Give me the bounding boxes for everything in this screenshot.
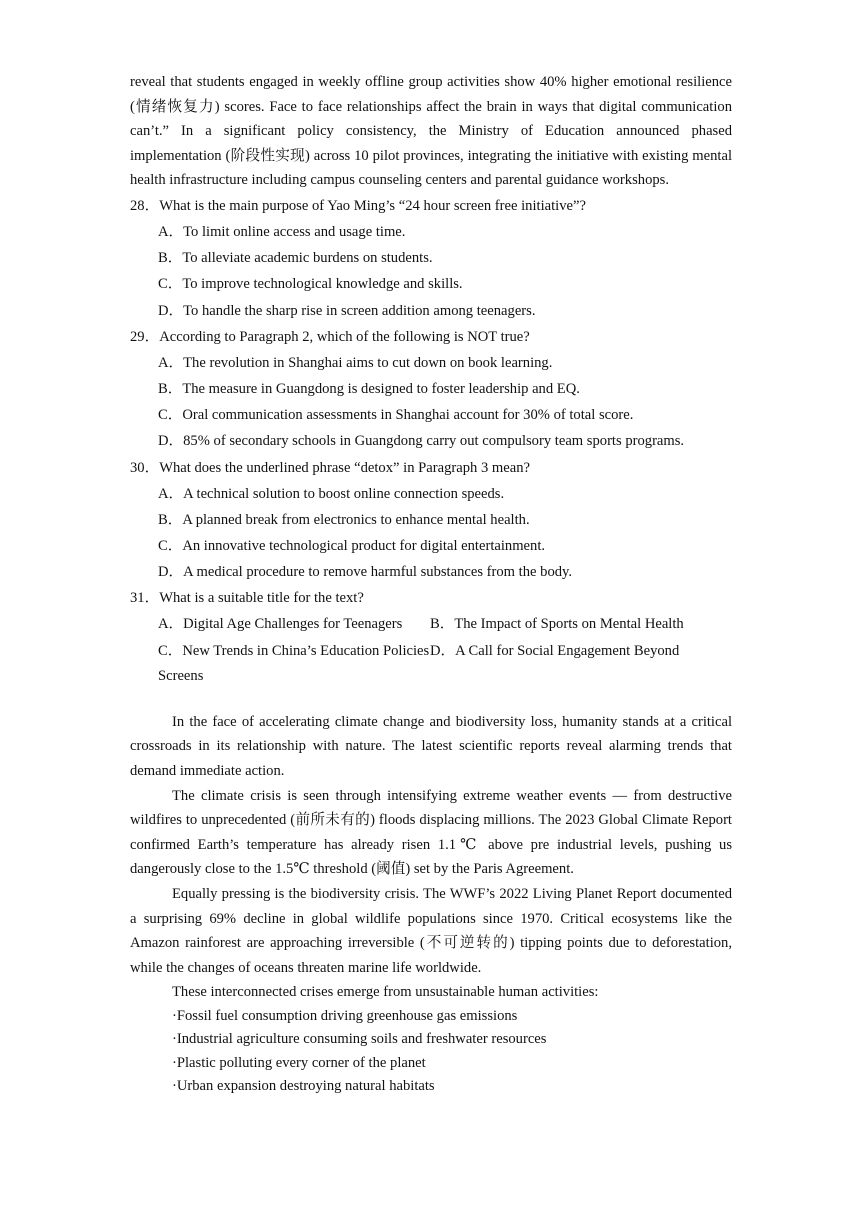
option-row-ab xyxy=(130,611,732,637)
option-c: C．New Trends in China’s Education Policies xyxy=(158,642,430,659)
bullet-item: ·Fossil fuel consumption driving greenhouse gas emissions xyxy=(172,1007,518,1024)
option-b: B．A planned break from electronics to enhance mental health. xyxy=(158,511,530,528)
option-a: A．A technical solution to boost online connection speeds. xyxy=(158,485,505,502)
passage2-paragraph: These interconnected crises emerge from unsustainable human activities: xyxy=(172,984,599,1001)
question-31 xyxy=(130,585,732,687)
option-d: D．A medical procedure to remove harmful substances from the body. xyxy=(158,564,573,581)
option-b: B．To alleviate academic burdens on students. xyxy=(158,250,433,267)
option-b: B．The measure in Guangdong is designed to foster leadership and EQ. xyxy=(158,380,580,397)
question-stem: 28．What is the main purpose of Yao Ming’s “24 hour screen free initiative”? xyxy=(130,197,586,214)
bullet-item: ·Industrial agriculture consuming soils and freshwater resources xyxy=(172,1031,547,1048)
question-29 xyxy=(130,324,732,455)
option-d: D．To handle the sharp rise in screen addition among teenagers. xyxy=(158,302,536,319)
passage2-paragraph: The climate crisis is seen through intensifying extreme weather events — from destructive wildfires to unprecedented (前所未有的) floods displacing millions. The 2023 Global Climate Report confirmed Earth’s temperature has already risen 1.1℃ above pre industrial levels, pushing us dangerously close to the 1.5℃ threshold (阈值) set by the Paris Agreement. xyxy=(130,787,732,878)
question-28 xyxy=(130,193,732,324)
option-d: D．A Call for Social Engagement Beyond xyxy=(430,642,680,659)
passage2 xyxy=(130,710,732,1099)
option-d-continuation: Screens xyxy=(158,667,204,684)
option-a: A．To limit online access and usage time. xyxy=(158,223,406,240)
bullet-item: ·Plastic polluting every corner of the planet xyxy=(172,1054,426,1071)
passage1-continuation: reveal that students engaged in weekly offline group activities show 40% higher emotional resilience (情绪恢复力) scores. Face to face relationships affect the brain in ways that digital communication can’t.” In a significant policy consistency, the Ministry of Education announced phased implementation (阶段性实现) across 10 pilot provinces, integrating the initiative with existing mental health infrastructure including campus counseling centers and parental guidance workshops. xyxy=(130,74,732,189)
question-stem: 30．What does the underlined phrase “detox” in Paragraph 3 mean? xyxy=(130,459,530,476)
question-stem: 31．What is a suitable title for the text? xyxy=(130,590,364,607)
option-a: A．The revolution in Shanghai aims to cut down on book learning. xyxy=(158,354,553,371)
option-b: B．The Impact of Sports on Mental Health xyxy=(430,616,684,633)
passage2-paragraph: In the face of accelerating climate change and biodiversity loss, humanity stands at a critical crossroads in its relationship with nature. The latest scientific reports reveal alarming trends that demand immediate action. xyxy=(130,713,732,779)
option-d: D．85% of secondary schools in Guangdong carry out compulsory team sports programs. xyxy=(158,433,685,450)
option-c: C．Oral communication assessments in Shanghai account for 30% of total score. xyxy=(158,407,634,424)
question-30 xyxy=(130,455,732,586)
option-c: C．An innovative technological product for digital entertainment. xyxy=(158,538,546,554)
page-content xyxy=(130,70,732,1099)
bullet-item: ·Urban expansion destroying natural habitats xyxy=(172,1078,435,1095)
option-c: C．To improve technological knowledge and skills. xyxy=(158,276,463,293)
passage2-paragraph: Equally pressing is the biodiversity crisis. The WWF’s 2022 Living Planet Report documented a surprising 69% decline in global wildlife populations since 1970. Critical ecosystems like the Amazon rainforest are approaching irreversible (不可逆转的) tipping points due to deforestation, while the changes of oceans threaten marine life worldwide. xyxy=(130,885,732,976)
option-a: A．Digital Age Challenges for Teenagers xyxy=(158,616,403,633)
option-row-cd xyxy=(130,638,732,664)
question-stem: 29．According to Paragraph 2, which of the following is NOT true? xyxy=(130,328,530,345)
